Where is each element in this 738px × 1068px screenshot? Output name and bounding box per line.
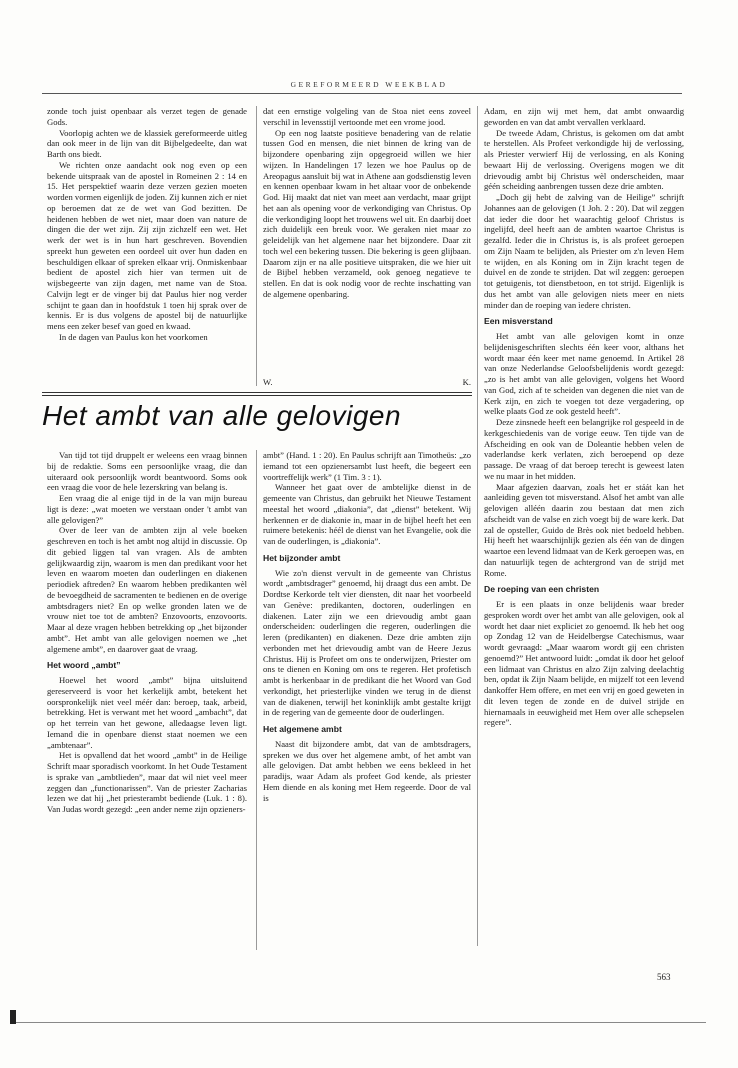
page-number: 563 (657, 972, 671, 982)
paragraph: In de dagen van Paulus kon het voorkomen (59, 331, 208, 342)
paragraph: Wanneer het gaat over de ambtelijke dienst in de gemeente van Christus, dan gebruikt het Nieuwe Testament meestal het woord „diakonia”, dat „dienst” betekent. Wij herkennen er de diakonie in, maar in de bijbel heeft het een ruimere betekenis: héél de dienst van het Evangelie, ook die van de ouderlingen, is „diakonia”. (263, 482, 471, 546)
paragraph: Deze zinsnede heeft een belangrijke rol gespeeld in de kerkgeschiedenis van de vorige eeuw. Ten tijde van de Afscheiding en ook van de Doleantie hebben velen de vaderlandse kerk verlaten, zich beroepend op deze passage. De vraag of dat beroep terecht is geweest laten we nu maar in het midden. (484, 417, 684, 481)
column-2-top (263, 106, 471, 300)
section-heading: Het woord „ambt” (47, 660, 121, 671)
paragraph: Over de leer van de ambten zijn al vele boeken geschreven en toch is het ambt nog altijd in discussie. Op dit gebied liggen tal van vragen. Als de ambten gelijkwaardig zijn, waarom is men dan predikant voor het leven en waarom moeten dan ouderlingen en diakenen periodiek aftreden? En waarom hebben predikanten wèl de bevoegdheid de sacramenten te bedienen en de overige ambtsdragers niet? En op welke gronden laten we de vrouw niet toe tot de ambten? Enzovoorts, enzovoorts. Maar al deze vragen hebben betrekking op „het bijzonder ambt”. Het ambt van alle gelovigen noemen we „het algemene ambt”, en daarover gaat de vraag. (47, 525, 247, 654)
paragraph: Van tijd tot tijd druppelt er weleens een vraag binnen bij de redaktie. Soms een persoonlijke vraag, die dan uiteraard ook persoonlijk wordt beantwoord. Soms ook een vraag die voor de hele lezerskring van belang is. (47, 450, 247, 493)
signature-right: K. (462, 377, 471, 387)
paragraph: Een vraag die al enige tijd in de la van mijn bureau ligt is deze: „wat moeten we verstaan onder 't ambt van alle gelovigen?” (47, 493, 247, 525)
column-2-article (263, 450, 471, 803)
section-heading: De roeping van een christen (484, 584, 600, 595)
section-rule-top (42, 392, 472, 393)
column-1-top (47, 106, 247, 343)
paragraph: „Doch gij hebt de zalving van de Heilige” schrijft Johannes aan de gelovigen (1 Joh. 2 : 20). Dat wil zeggen dat ieder die door het waarachtig geloof Christus is ingelijfd, deel heeft aan de ambten waartoe Christus is gezalfd. Ieder die in Christus is, is als profeet geroepen om Zijn Naam te belijden, als Priester om z'n leven Hem te wijden, en als Koning om in Zijn kracht tegen de duivel en de zonde te strijden. Dat wil zeggen: geroepen tot getuigenis, tot dienstbetoon, en tot strijd. Eigenlijk is dus het ambt van alle gelovigen niets meer en niets minder dan de roeping van ìedere christen. (484, 192, 684, 310)
paragraph: We richten onze aandacht ook nog even op een bekende uitspraak van de apostel in Romeinen 2 : 14 en 15. Het perspektief waarin deze verzen gezien moeten worden vormen eigenlijk de joden. Zij kunnen zich er niet op beroemen dat ze de wet van God bezitten. De heidenen hebben de wet niet, maar doen van nature de dingen die der wet zijn. Zij zijn zichzelf een wet. Het werk der wet is in hun hart geschreven. Bovendien spreekt hun geweten een oordeel uit over hun daden en beschuldigen elkaar of spreken elkaar vrij. Onmiskenbaar bedient de apostel zich hier van termen uit de wijsbegeerte van zijn dagen, met name van de Stoa. Calvijn legt er de vinger bij dat Paulus hier nog verder schijnt te gaan dan in hoofdstuk 1 toen hij sprak over de kennis. Er is dus volgens de apostel bij de natuurlijke mens een zeker besef van goed en kwaad. (47, 159, 247, 331)
column-divider (256, 450, 257, 950)
paragraph: Het ambt van alle gelovigen komt in onze belijdenisgeschriften slechts één keer voor, althans het wordt maar één keer met name genoemd. In Artikel 28 van onze Nederlandse Geloofsbelijdenis wordt gezegd: „zo is het ambt van alle gelovigen, volgens het Woord van God, zich af te scheiden van degenen die niet van de Kerk zijn, en zich te voegen tot deze vergadering, op welke plaats God ze ook gesteld heeft”. (484, 331, 684, 417)
paragraph: Adam, en zijn wij met hem, dat ambt onwaardig geworden en van dat ambt vervallen verklaard. (484, 106, 684, 127)
paragraph: Hoewel het woord „ambt” bijna uitsluitend gereserveerd is voor het kerkelijk ambt, betekent het oorspronkelijk niet veel méér dan: beroep, taak, arbeid, betrekking. Het is verwant met het woord „ambacht”, dat op het terrein van het gewone, alledaagse leven ligt. Iemand die in openbare dienst staat noemen we een „ambtenaar”. (47, 675, 247, 750)
section-rule-bottom (42, 395, 472, 396)
column-divider (477, 106, 478, 946)
paragraph: zonde toch juist openbaar als verzet tegen de genade Gods. (47, 106, 247, 127)
paragraph: Er is een plaats in onze belijdenis waar breder gesproken wordt over het ambt van alle gelovigen, ook al wordt het daar niet expliciet zo genoemd. Ik heb het oog op Zondag 12 van de Heidelbergse Catechismus, waar wordt gevraagd: „Maar waarom wordt gij een christen genoemd?” Het antwoord luidt: „omdat ik door het geloof een lidmaat van Christus en alzo Zijn zalving deelachtig ben, opdat ik Zijn Naam belijde, en mijzelf tot een levend dankoffer Hem offere, en met een vrij en goed geweten in dit leven tegen de zonde en de duivel strijde en hiernamaals in eeuwigheid met Hem over alle schepselen regere”. (484, 599, 684, 728)
paragraph: De tweede Adam, Christus, is gekomen om dat ambt te herstellen. Als Profeet verkondigde hij de verlossing, als Priester verwierf Hij de verlossing, en als Koning bewaart Hij de verlossing. Overigens mogen we dit drievoudig ambt bij Christus wèl onderscheiden, maar géén scheiding aanbrengen tussen deze drie ambten. (484, 127, 684, 192)
column-1-article (47, 450, 247, 815)
paragraph: Op een nog laatste positieve benadering van de relatie tussen God en mensen, die niet binnen de kring van de bijzondere openbaring zijn opgegroeid willen we hier wijzen. In Handelingen 17 lezen we hoe Paulus op de Areopagus aansluit bij wat in Athene aan godsdienstig leven en kennen openbaar kwam in het altaar voor de onbekende God. Hij maakt dat niet van meet aan verdacht, maar grijpt het aan als opening voor de verkondiging van Christus. Op die verkondiging loopt het trouwens wel uit. En daarbij doet zich duidelijk een breuk voor. We geraken niet maar zo geleidelijk van het algemene naar het bijzondere. Daar zit toch wel een bekering tussen. Die bekering is geen glijbaan. Daarom zijn er na alle positieve uitspraken, die we hier uit de Bijbel hebben verzameld, ook genoeg negatieve te stellen. En dat is ook nodig voor de rechte inschatting van de algemene openbaring. (263, 127, 471, 299)
scan-edge-line (16, 1022, 706, 1023)
section-heading: Een misverstand (484, 316, 553, 327)
paragraph: Het is opvallend dat het woord „ambt” in de Heilige Schrift maar sporadisch voorkomt. In het Oude Testament is sprake van „ambtlieden”, maar dat wil niet veel meer zeggen dan „functionarissen”. Van de priester Zacharias lezen we dat hij „het priesterambt bediende (Luk. 1 : 8). Van Judas wordt gezegd: „een ander neme zijn opzieners- (47, 750, 247, 814)
signature-left: W. (263, 377, 273, 387)
section-heading: Het bijzonder ambt (263, 552, 341, 563)
paragraph: Maar afgezien daarvan, zoals het er stáát kan het aanleiding geven tot misverstand. Alsof het ambt van alle gelovigen alléén daarin zou bestaan dat men zich afscheidt van de valse en zich voegt bij de ware kerk. Dat zal de opsteller, Guido de Brès ook niet bedoeld hebben. Hij heeft het waarschijnlijk gezien als één van de dingen waartoe een levend lidmaat van de Kerk geroepen was, en dan natuurlijk tegen de achtergrond van de strijd met Rome. (484, 481, 684, 578)
column-3-article (484, 106, 684, 728)
paragraph: dat een ernstige volgeling van de Stoa niet eens zoveel verschil in levensstijl vertoonde met een vrome jood. (263, 106, 471, 127)
header-rule (42, 93, 682, 94)
section-heading: Het algemene ambt (263, 724, 342, 734)
column-divider (256, 106, 257, 386)
paragraph: ambt” (Hand. 1 : 20). En Paulus schrijft aan Timotheüs: „zo iemand tot een opzienersambt lust heeft, die begeert een voortreffelijk werk” (1 Tim. 3 : 1). (263, 450, 471, 482)
paragraph: Wie zo'n dienst vervult in de gemeente van Christus wordt „ambtsdrager” genoemd, hij draagt dus een ambt. De Dordtse Kerkorde telt vier diensten, dit naar het voorbeeld van Genève: predikanten, doctoren, ouderlingen en diakenen. Later zijn we een drievoudig ambt gaan onderscheiden: ouderlingen die regeren, ouderlingen die leren (predikanten) en diakenen. Deze drie ambten zijn verbonden met het drievoudig ambt van de Heere Jezus Christus. Hij is Profeet om ons te onderwijzen, Priester om ons te dienen en Koning om ons te regeren. Het profetisch ambt is herkenbaar in de predikant die het Woord van God verkondigt, het priesterlijke vinden we terug in de dienst van de diakenen, terwijl het koninklijk ambt gestalte krijgt in de regering van de gemeente door de ouderlingen. (263, 567, 471, 718)
article-title: Het ambt van alle gelovigen (42, 400, 402, 431)
paragraph: Naast dit bijzondere ambt, dat van de ambtsdragers, spreken we dus over het algemene ambt, of het ambt van alle gelovigen. Dat ambt hebben we eens bekleed in het paradijs, waar Adam als profeet God kende, als priester Hem diende en als koning met Hem regeerde. Door de val is (263, 738, 471, 803)
running-head: GEREFORMEERD WEEKBLAD (290, 80, 448, 89)
paragraph: Voorlopig achten we de klassiek gereformeerde uitleg dan ook meer in de lijn van dit Bijbelgedeelte, dan wat Barth ons biedt. (47, 127, 247, 159)
